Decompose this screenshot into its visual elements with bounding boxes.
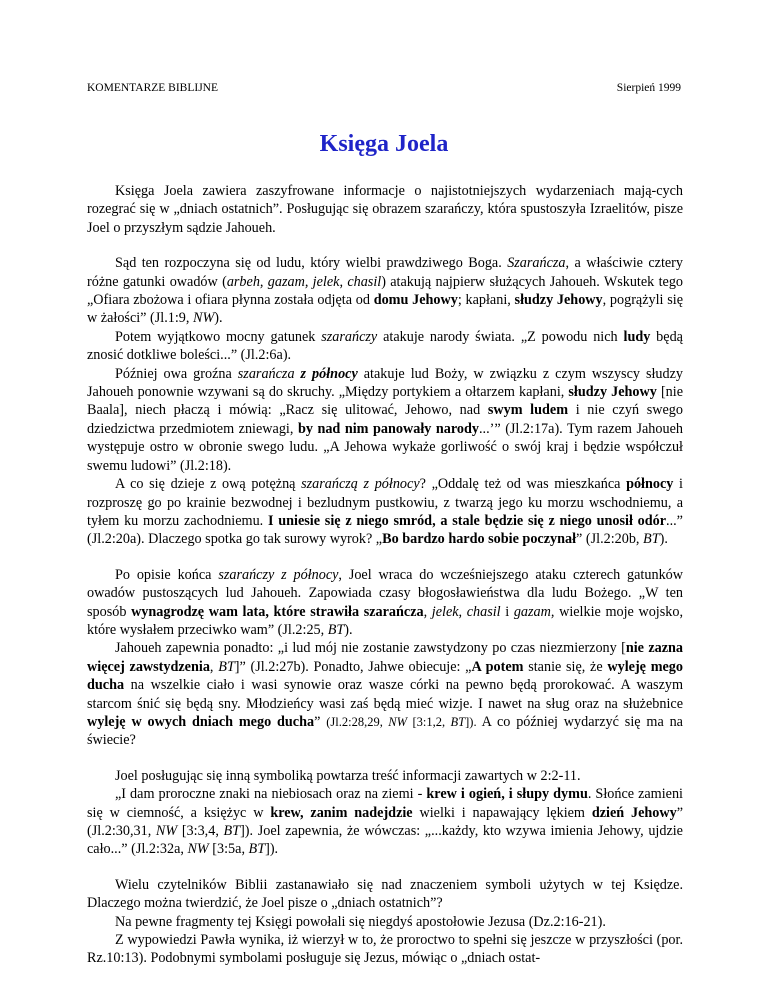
text-run: ” xyxy=(314,713,327,730)
text-run: krew i ogień, i słupy dymu xyxy=(426,786,588,803)
text-run: ” (Jl.2:20b, xyxy=(576,531,644,548)
text-run: Na pewne fragmenty tej Księgi powołali się niegdyś apostołowie Jezusa (Dz.2:16-21). xyxy=(115,913,606,930)
text-run: [nie Baala], niech płaczą i mówią: „Racz się ulitować, Jehowo, nad xyxy=(87,384,684,419)
text-run: słudzy Jehowy xyxy=(568,384,657,401)
paragraph xyxy=(87,566,683,640)
text-run: (Jl.2:28,29, xyxy=(326,714,389,729)
text-run: nie zazna więcej zawstydzenia xyxy=(87,640,683,675)
text-run: z północy xyxy=(300,365,358,382)
paragraph xyxy=(87,913,683,931)
text-run: ludy xyxy=(623,328,651,345)
text-run: jelek, chasil xyxy=(431,603,501,620)
text-run: NW xyxy=(388,714,408,729)
paragraph xyxy=(87,182,683,237)
text-run: Potem wyjątkowo mocny gatunek xyxy=(115,328,322,345)
text-run: będą znosić dotkliwe boleści...” (Jl.2:6a). xyxy=(87,328,683,364)
page-header xyxy=(87,82,683,98)
paragraph xyxy=(87,876,683,913)
text-run: A co się dzieje z ową potężną xyxy=(115,476,302,493)
text-run: ]” (Jl.2:27b). Ponadto, Jahwe obiecuje: „ xyxy=(234,658,472,675)
text-run: atakuje lud Boży, w związku z czym wszyscy słudzy Jahoueh ponownie wzywani są do skruchy. „Między portykiem a ołtarzem kapłani, xyxy=(87,365,684,401)
document-title: Księga Joela xyxy=(319,131,449,157)
text-run: , a właściwie cztery różne gatunki owadów ( xyxy=(87,255,683,290)
text-run: A co później wydarzyć się ma na świecie? xyxy=(87,713,683,749)
text-run: swym ludem xyxy=(487,402,569,419)
text-run: na wszelkie ciało i wasi synowie oraz wasze córki na pewno będą prorokować. A waszym starcom śnić się będą sny. Młodzieńcy wasi zaś będą mieć wizje. I nawet na sług oraz na służebnice xyxy=(87,677,683,712)
text-run: , xyxy=(423,603,432,620)
text-run: szarańczy xyxy=(321,328,378,345)
text-run: NW xyxy=(187,841,209,858)
text-run: wyleję w owych dniach mego ducha xyxy=(87,713,315,730)
text-run: ]). xyxy=(465,714,477,729)
text-run: BT xyxy=(450,714,466,729)
text-run: . Słońce zamieni się w ciemność, a księżyc w xyxy=(87,786,683,821)
text-run: szarańczą z północy xyxy=(301,476,420,493)
text-run: ). xyxy=(344,621,353,638)
text-run: BT xyxy=(248,841,266,858)
text-run: [3:3,4, xyxy=(177,823,224,839)
text-run: ]). xyxy=(265,841,279,858)
text-run: wynagrodzę wam lata, które strawiła szarańcza xyxy=(131,603,424,620)
text-run: i nie czyń swego dziedzictwa przedmiotem zniewagi, xyxy=(87,402,683,437)
paragraph xyxy=(87,254,683,328)
document-body xyxy=(87,182,683,968)
text-run: Po opisie końca xyxy=(115,566,219,583)
text-run: Sąd ten rozpoczyna się od ludu, który wielbi prawdziwego Boga. xyxy=(115,255,508,272)
text-run: Wielu czytelników Biblii zastanawiało się nad znaczeniem symboli użytych w tej Księdze. Dlaczego można twierdzić, że Joel pisze o „dniach ostatnich”? xyxy=(87,876,683,912)
paragraph xyxy=(87,931,683,968)
date-label: Sierpień 1999 xyxy=(616,82,681,94)
text-run: Księga Joela zawiera zaszyfrowane informacje o najistotniejszych wydarzeniach mają-cych rozegrać się w „dniach ostatnich”. Posługując się obrazem szarańczy, która spustoszyła Izraelitów, pisze Joel o przyszłym sądzie Jahoueh. xyxy=(87,183,683,236)
text-run: gazam, xyxy=(513,603,555,620)
text-run: , pogrążyli się w żałości” (Jl.1:9, xyxy=(87,292,683,327)
paragraph xyxy=(87,639,683,749)
text-run: wyleję mego ducha xyxy=(87,658,683,694)
text-run: arbeh, gazam, jelek, chasil xyxy=(226,273,382,290)
text-run: A potem xyxy=(471,658,524,675)
text-run: Joel posługując się inną symboliką powtarza treść informacji zawartych w 2:2-11. xyxy=(115,767,581,784)
text-run: ). xyxy=(214,310,223,327)
text-run: i rozproszę go po krainie bezwodnej i bezludnym pustkowiu, z twarzą jego ku morzu wschodniemu, a tyłem ku morzu zachodniemu. xyxy=(87,476,683,529)
text-run: BT xyxy=(223,823,241,839)
text-run: BT xyxy=(327,621,345,638)
text-run: , Joel wraca do wcześniejszego ataku czterech gatunków owadów pustoszących lud Jahoueh. Zapowiada czasy błogosławieństwa dla ludu Bożego. „W ten sposób xyxy=(87,566,683,620)
text-run: [3:5a, xyxy=(208,841,249,858)
series-label: KOMENTARZE BIBLIJNE xyxy=(87,82,218,94)
text-run: i xyxy=(500,603,514,620)
paragraph xyxy=(87,785,683,859)
text-run: ]). Joel zapewnia, że wówczas: „...każdy, kto wzywa imienia Jehowy, ujdzie cało...” (Jl.2:32a, xyxy=(87,823,683,858)
text-run: BT xyxy=(218,658,235,675)
text-run: słudzy Jehowy xyxy=(514,292,603,309)
paragraph xyxy=(87,767,683,785)
text-run: „I dam proroczne znaki na niebiosach oraz na ziemi - xyxy=(115,786,427,803)
text-run: Później owa groźna xyxy=(115,365,238,382)
text-run: Bo bardzo hardo sobie poczynał xyxy=(382,531,577,548)
text-run: północy xyxy=(626,476,674,493)
text-run: szarańcza xyxy=(237,365,301,382)
text-run: szarańczy z północy xyxy=(218,566,339,583)
text-run: ? „Oddalę też od was mieszkańca xyxy=(419,476,627,493)
paragraph xyxy=(87,475,683,549)
text-run: Jahoueh zapewnia ponadto: „i lud mój nie zostanie zawstydzony po czas niezmierzony [ xyxy=(115,640,626,657)
text-run: wielkie moje wojsko, które wysłałem przeciwko wam” (Jl.2:25, xyxy=(87,603,683,638)
text-run: NW xyxy=(192,310,215,327)
text-run: , xyxy=(209,658,219,675)
paragraph xyxy=(87,365,683,475)
text-run: atakuje narody świata. „Z powodu nich xyxy=(377,328,624,345)
text-run: krew, zanim nadejdzie xyxy=(270,804,413,821)
text-run: ; kapłani, xyxy=(457,292,515,309)
text-run: ” (Jl.2:30,31, xyxy=(87,804,684,839)
text-run: [3:1,2, xyxy=(407,714,451,729)
text-run: Z wypowiedzi Pawła wynika, iż wierzył w to, że proroctwo to spełni się jeszcze w przyszłości (por. Rz.10:13). Podobnymi symbolami posługuje się Jezus, mówiąc o „dniach ostat- xyxy=(87,932,683,967)
text-run: ) atakują najpierw służących Jahoueh. Wskutek tego „Ofiara zbożowa i ofiara płynna została odjęta od xyxy=(87,273,684,309)
text-run: I uniesie się z niego smród, a stale będzie się z niego unosił odór xyxy=(267,512,667,529)
text-run: ). xyxy=(659,531,668,548)
text-run: ...’” (Jl.2:17a). Tym razem Jahoueh występuje ostro w obronie swego ludu. „A Jehowa wykaże gorliwość o swój kraj i będzie współczuł swemu ludowi” (Jl.2:18). xyxy=(87,420,683,474)
text-run: dzień Jehowy xyxy=(591,804,677,821)
text-run: ...” (Jl.2:20a). Dlaczego spotka go tak surowy wyrok? „ xyxy=(87,512,683,548)
text-run: wielki i napawający lękiem xyxy=(412,804,592,821)
text-run: by nad nim panowały narody xyxy=(297,420,479,437)
text-run: BT xyxy=(643,531,660,548)
paragraph xyxy=(87,328,683,365)
text-run: stanie się, że xyxy=(523,658,608,675)
text-run: domu Jehowy xyxy=(373,292,458,309)
text-run: Szarańcza xyxy=(507,255,566,272)
text-run: NW xyxy=(155,823,178,839)
